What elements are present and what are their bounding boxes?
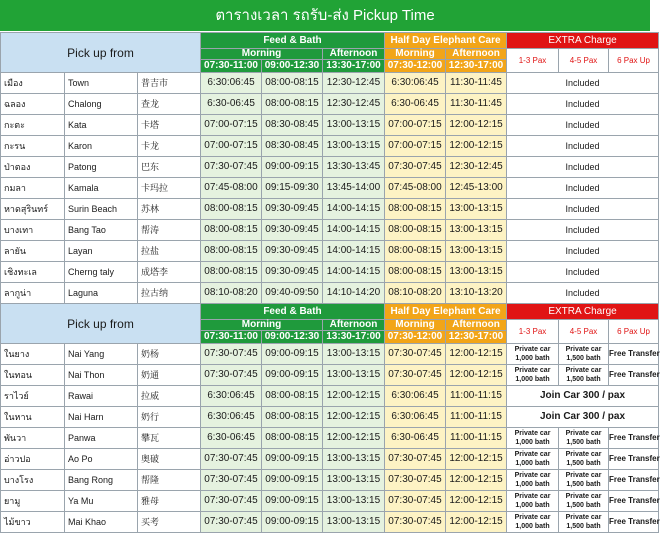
halfday-afternoon-time: 11:30-11:45 bbox=[446, 73, 507, 94]
location-thai: บางเทา bbox=[1, 220, 65, 241]
location-chinese: 帮隆 bbox=[138, 470, 201, 491]
afternoon-header: Afternoon bbox=[323, 49, 385, 60]
morning-header: Morning bbox=[201, 320, 323, 331]
location-english: Patong bbox=[65, 157, 138, 178]
feed-morning-1-time: 08:00-08:15 bbox=[201, 220, 262, 241]
halfday-afternoon-time: 11:00-11:15 bbox=[446, 386, 507, 407]
location-chinese: 普吉市 bbox=[138, 73, 201, 94]
location-chinese: 巴东 bbox=[138, 157, 201, 178]
free-transfer: Free Transfer bbox=[609, 470, 659, 491]
feed-morning-2-time: 08:00-08:15 bbox=[262, 73, 323, 94]
feed-afternoon-time: 14:00-14:15 bbox=[323, 241, 385, 262]
private-car-4-5-price: Private car 1,500 bath bbox=[559, 512, 609, 533]
halfday-afternoon-time: 13:10-13:20 bbox=[446, 283, 507, 304]
feed-morning-2-time: 08:30-08:45 bbox=[262, 136, 323, 157]
location-thai: พันวา bbox=[1, 428, 65, 449]
halfday-morning-time: 07:30-07:45 bbox=[385, 365, 446, 386]
halfday-afternoon-time: 13:00-13:15 bbox=[446, 199, 507, 220]
feed-morning-1-time: 07:30-07:45 bbox=[201, 157, 262, 178]
location-chinese: 查龙 bbox=[138, 94, 201, 115]
halfday-afternoon-time: 12:00-12:15 bbox=[446, 512, 507, 533]
table-row bbox=[1, 94, 659, 115]
halfday-afternoon-time: 11:30-11:45 bbox=[446, 94, 507, 115]
private-car-1-3-price: Private car 1,000 bath bbox=[507, 512, 559, 533]
feed-morning-2-time: 09:00-09:15 bbox=[262, 344, 323, 365]
halfday-morning-time: 07:30-07:45 bbox=[385, 491, 446, 512]
feed-morning-1-time: 07:00-07:15 bbox=[201, 115, 262, 136]
location-english: Karon bbox=[65, 136, 138, 157]
table-row bbox=[1, 283, 659, 304]
feed-afternoon-time: 13:00-13:15 bbox=[323, 512, 385, 533]
private-car-1-3-price: Private car 1,000 bath bbox=[507, 470, 559, 491]
halfday-afternoon-time: 12:00-12:15 bbox=[446, 449, 507, 470]
halfday-morning-time: 08:00-08:15 bbox=[385, 241, 446, 262]
halfday-morning-time: 07:30-07:45 bbox=[385, 470, 446, 491]
feed-afternoon-time: 13:00-13:15 bbox=[323, 115, 385, 136]
feed-morning-2-time: 09:15-09:30 bbox=[262, 178, 323, 199]
feed-morning-1-time: 07:30-07:45 bbox=[201, 365, 262, 386]
join-car-price: Join Car 300 / pax bbox=[507, 407, 659, 428]
halfday-morning-time: 08:10-08:20 bbox=[385, 283, 446, 304]
feed-afternoon-time: 13:00-13:15 bbox=[323, 449, 385, 470]
halfday-morning-time: 07:30-07:45 bbox=[385, 157, 446, 178]
halfday-morning-time: 07:30-07:45 bbox=[385, 449, 446, 470]
hd-morning-time: 07:30-12:00 bbox=[385, 60, 446, 73]
feed-morning-1-time: 6:30-06:45 bbox=[201, 428, 262, 449]
feed-morning-1-time: 08:00-08:15 bbox=[201, 199, 262, 220]
location-chinese: 奥破 bbox=[138, 449, 201, 470]
halfday-morning-time: 6:30:06:45 bbox=[385, 407, 446, 428]
halfday-morning-time: 07:30-07:45 bbox=[385, 344, 446, 365]
extra-charge-included: Included bbox=[507, 199, 659, 220]
location-thai: ในหาน bbox=[1, 407, 65, 428]
pickup-from-header: Pick up from bbox=[1, 304, 201, 344]
extra-charge-included: Included bbox=[507, 262, 659, 283]
pax-1-3-header: 1-3 Pax bbox=[507, 320, 559, 344]
halfday-afternoon-time: 11:00-11:15 bbox=[446, 428, 507, 449]
feed-afternoon-time: 14:00-14:15 bbox=[323, 220, 385, 241]
location-english: Layan bbox=[65, 241, 138, 262]
feed-bath-header: Feed & Bath bbox=[201, 33, 385, 49]
feed-morning-2-time: 09:00-09:15 bbox=[262, 449, 323, 470]
halfday-afternoon-time: 12:00-12:15 bbox=[446, 344, 507, 365]
table-row bbox=[1, 220, 659, 241]
feed-afternoon-time: 12:00-12:15 bbox=[323, 407, 385, 428]
feed-morning-2-time: 09:00-09:15 bbox=[262, 157, 323, 178]
halfday-afternoon-time: 11:00-11:15 bbox=[446, 407, 507, 428]
location-thai: ป่าตอง bbox=[1, 157, 65, 178]
halfday-afternoon-time: 12:30-12:45 bbox=[446, 157, 507, 178]
feed-morning-2-time: 08:00-08:15 bbox=[262, 428, 323, 449]
hd-afternoon-header: Afternoon bbox=[446, 49, 507, 60]
free-transfer: Free Transfer bbox=[609, 512, 659, 533]
morning-time-2: 09:00-12:30 bbox=[262, 60, 323, 73]
private-car-4-5-price: Private car 1,500 bath bbox=[559, 470, 609, 491]
feed-morning-2-time: 09:00-09:15 bbox=[262, 491, 323, 512]
feed-afternoon-time: 12:00-12:15 bbox=[323, 428, 385, 449]
location-chinese: 帮涛 bbox=[138, 220, 201, 241]
table-row bbox=[1, 178, 659, 199]
feed-morning-1-time: 07:30-07:45 bbox=[201, 449, 262, 470]
location-thai: ในทอน bbox=[1, 365, 65, 386]
private-car-1-3-price: Private car 1,000 bath bbox=[507, 491, 559, 512]
halfday-afternoon-time: 12:00-12:15 bbox=[446, 365, 507, 386]
location-thai: กะตะ bbox=[1, 115, 65, 136]
afternoon-time: 13:30-17:00 bbox=[323, 60, 385, 73]
morning-time-1: 07:30-11:00 bbox=[201, 60, 262, 73]
feed-morning-2-time: 08:00-08:15 bbox=[262, 386, 323, 407]
private-car-1-3-price: Private car 1,000 bath bbox=[507, 365, 559, 386]
table-row bbox=[1, 449, 659, 470]
halfday-morning-time: 07:00-07:15 bbox=[385, 136, 446, 157]
table-row bbox=[1, 428, 659, 449]
half-day-header: Half Day Elephant Care bbox=[385, 304, 507, 320]
location-chinese: 苏林 bbox=[138, 199, 201, 220]
location-chinese: 买考 bbox=[138, 512, 201, 533]
halfday-afternoon-time: 12:00-12:15 bbox=[446, 136, 507, 157]
feed-afternoon-time: 14:00-14:15 bbox=[323, 262, 385, 283]
feed-morning-1-time: 07:30-07:45 bbox=[201, 344, 262, 365]
location-english: Ya Mu bbox=[65, 491, 138, 512]
location-chinese: 卡玛拉 bbox=[138, 178, 201, 199]
halfday-afternoon-time: 13:00-13:15 bbox=[446, 220, 507, 241]
hd-afternoon-header: Afternoon bbox=[446, 320, 507, 331]
halfday-afternoon-time: 13:00-13:15 bbox=[446, 241, 507, 262]
halfday-morning-time: 07:45-08:00 bbox=[385, 178, 446, 199]
morning-header: Morning bbox=[201, 49, 323, 60]
halfday-morning-time: 08:00-08:15 bbox=[385, 220, 446, 241]
table-row bbox=[1, 199, 659, 220]
feed-morning-1-time: 08:00-08:15 bbox=[201, 241, 262, 262]
location-thai: ยามู bbox=[1, 491, 65, 512]
feed-morning-1-time: 08:10-08:20 bbox=[201, 283, 262, 304]
feed-morning-1-time: 07:45-08:00 bbox=[201, 178, 262, 199]
location-english: Nai Harn bbox=[65, 407, 138, 428]
table-row bbox=[1, 241, 659, 262]
location-chinese: 拉威 bbox=[138, 386, 201, 407]
feed-morning-1-time: 6:30:06:45 bbox=[201, 73, 262, 94]
feed-morning-1-time: 07:30-07:45 bbox=[201, 512, 262, 533]
location-english: Chalong bbox=[65, 94, 138, 115]
location-chinese: 雅母 bbox=[138, 491, 201, 512]
halfday-morning-time: 6:30:06:45 bbox=[385, 386, 446, 407]
halfday-morning-time: 08:00-08:15 bbox=[385, 262, 446, 283]
halfday-morning-time: 07:00-07:15 bbox=[385, 115, 446, 136]
location-chinese: 攀瓦 bbox=[138, 428, 201, 449]
feed-morning-2-time: 08:00-08:15 bbox=[262, 407, 323, 428]
feed-afternoon-time: 13:00-13:15 bbox=[323, 491, 385, 512]
feed-afternoon-time: 13:00-13:15 bbox=[323, 365, 385, 386]
feed-morning-2-time: 08:30-08:45 bbox=[262, 115, 323, 136]
halfday-afternoon-time: 12:00-12:15 bbox=[446, 470, 507, 491]
extra-charge-included: Included bbox=[507, 73, 659, 94]
pax-1-3-header: 1-3 Pax bbox=[507, 49, 559, 73]
free-transfer: Free Transfer bbox=[609, 344, 659, 365]
feed-afternoon-time: 12:00-12:15 bbox=[323, 386, 385, 407]
location-chinese: 奶通 bbox=[138, 365, 201, 386]
halfday-morning-time: 08:00-08:15 bbox=[385, 199, 446, 220]
location-chinese: 拉古纳 bbox=[138, 283, 201, 304]
extra-charge-included: Included bbox=[507, 115, 659, 136]
feed-afternoon-time: 12:30-12:45 bbox=[323, 73, 385, 94]
table-row bbox=[1, 136, 659, 157]
extra-charge-included: Included bbox=[507, 157, 659, 178]
private-car-4-5-price: Private car 1,500 bath bbox=[559, 344, 609, 365]
private-car-4-5-price: Private car 1,500 bath bbox=[559, 449, 609, 470]
afternoon-time: 13:30-17:00 bbox=[323, 331, 385, 344]
table-row bbox=[1, 157, 659, 178]
location-english: Rawai bbox=[65, 386, 138, 407]
feed-morning-2-time: 09:30-09:45 bbox=[262, 241, 323, 262]
location-english: Panwa bbox=[65, 428, 138, 449]
feed-morning-1-time: 6:30:06:45 bbox=[201, 386, 262, 407]
pickup-schedule-table bbox=[0, 32, 659, 533]
halfday-morning-time: 6:30-06:45 bbox=[385, 94, 446, 115]
halfday-afternoon-time: 13:00-13:15 bbox=[446, 262, 507, 283]
feed-morning-1-time: 6:30-06:45 bbox=[201, 94, 262, 115]
private-car-1-3-price: Private car 1,000 bath bbox=[507, 344, 559, 365]
extra-charge-included: Included bbox=[507, 136, 659, 157]
feed-afternoon-time: 13:45-14:00 bbox=[323, 178, 385, 199]
feed-morning-2-time: 08:00-08:15 bbox=[262, 94, 323, 115]
table-row bbox=[1, 115, 659, 136]
halfday-afternoon-time: 12:00-12:15 bbox=[446, 491, 507, 512]
page-title: ตารางเวลา รถรับ-ส่ง Pickup Time bbox=[0, 0, 650, 31]
table-row bbox=[1, 386, 659, 407]
pax-6-up-header: 6 Pax Up bbox=[609, 49, 659, 73]
location-thai: ฉลอง bbox=[1, 94, 65, 115]
location-thai: อ่าวปอ bbox=[1, 449, 65, 470]
table-row bbox=[1, 262, 659, 283]
feed-morning-2-time: 09:30-09:45 bbox=[262, 199, 323, 220]
location-thai: เชิงทะเล bbox=[1, 262, 65, 283]
table-row bbox=[1, 470, 659, 491]
location-thai: ลายัน bbox=[1, 241, 65, 262]
extra-charge-included: Included bbox=[507, 220, 659, 241]
extra-charge-included: Included bbox=[507, 283, 659, 304]
table-row bbox=[1, 512, 659, 533]
hd-afternoon-time: 12:30-17:00 bbox=[446, 60, 507, 73]
feed-afternoon-time: 13:30-13:45 bbox=[323, 157, 385, 178]
location-thai: บางโรง bbox=[1, 470, 65, 491]
private-car-1-3-price: Private car 1,000 bath bbox=[507, 449, 559, 470]
feed-afternoon-time: 13:00-13:15 bbox=[323, 136, 385, 157]
extra-charge-included: Included bbox=[507, 94, 659, 115]
private-car-1-3-price: Private car 1,000 bath bbox=[507, 428, 559, 449]
location-thai: กมลา bbox=[1, 178, 65, 199]
feed-afternoon-time: 14:10-14:20 bbox=[323, 283, 385, 304]
hd-morning-time: 07:30-12:00 bbox=[385, 331, 446, 344]
extra-charge-header: EXTRA Charge bbox=[507, 304, 659, 320]
location-english: Nai Thon bbox=[65, 365, 138, 386]
feed-morning-1-time: 07:30-07:45 bbox=[201, 491, 262, 512]
feed-afternoon-time: 13:00-13:15 bbox=[323, 470, 385, 491]
private-car-4-5-price: Private car 1,500 bath bbox=[559, 428, 609, 449]
location-chinese: 成塔李 bbox=[138, 262, 201, 283]
pax-4-5-header: 4-5 Pax bbox=[559, 320, 609, 344]
halfday-morning-time: 6:30:06:45 bbox=[385, 73, 446, 94]
private-car-4-5-price: Private car 1,500 bath bbox=[559, 491, 609, 512]
location-english: Laguna bbox=[65, 283, 138, 304]
location-english: Cherng taly bbox=[65, 262, 138, 283]
feed-afternoon-time: 12:30-12:45 bbox=[323, 94, 385, 115]
halfday-morning-time: 6:30-06:45 bbox=[385, 428, 446, 449]
feed-bath-header: Feed & Bath bbox=[201, 304, 385, 320]
hd-morning-header: Morning bbox=[385, 49, 446, 60]
location-thai: กะรน bbox=[1, 136, 65, 157]
table-row bbox=[1, 73, 659, 94]
location-thai: ราไวย์ bbox=[1, 386, 65, 407]
half-day-header: Half Day Elephant Care bbox=[385, 33, 507, 49]
morning-time-1: 07:30-11:00 bbox=[201, 331, 262, 344]
feed-morning-2-time: 09:30-09:45 bbox=[262, 262, 323, 283]
location-thai: ในยาง bbox=[1, 344, 65, 365]
location-english: Kata bbox=[65, 115, 138, 136]
halfday-afternoon-time: 12:45-13:00 bbox=[446, 178, 507, 199]
location-english: Surin Beach bbox=[65, 199, 138, 220]
feed-morning-2-time: 09:00-09:15 bbox=[262, 512, 323, 533]
feed-morning-2-time: 09:00-09:15 bbox=[262, 470, 323, 491]
free-transfer: Free Transfer bbox=[609, 428, 659, 449]
extra-charge-included: Included bbox=[507, 241, 659, 262]
location-chinese: 卡龙 bbox=[138, 136, 201, 157]
feed-morning-1-time: 6:30:06:45 bbox=[201, 407, 262, 428]
location-chinese: 奶杨 bbox=[138, 344, 201, 365]
location-english: Ao Po bbox=[65, 449, 138, 470]
location-english: Kamala bbox=[65, 178, 138, 199]
feed-morning-1-time: 07:00-07:15 bbox=[201, 136, 262, 157]
morning-time-2: 09:00-12:30 bbox=[262, 331, 323, 344]
location-chinese: 卡塔 bbox=[138, 115, 201, 136]
free-transfer: Free Transfer bbox=[609, 365, 659, 386]
free-transfer: Free Transfer bbox=[609, 491, 659, 512]
feed-afternoon-time: 14:00-14:15 bbox=[323, 199, 385, 220]
location-english: Town bbox=[65, 73, 138, 94]
pax-6-up-header: 6 Pax Up bbox=[609, 320, 659, 344]
location-chinese: 奶行 bbox=[138, 407, 201, 428]
feed-morning-1-time: 08:00-08:15 bbox=[201, 262, 262, 283]
table-row bbox=[1, 365, 659, 386]
table-row bbox=[1, 491, 659, 512]
halfday-morning-time: 07:30-07:45 bbox=[385, 512, 446, 533]
pax-4-5-header: 4-5 Pax bbox=[559, 49, 609, 73]
feed-morning-1-time: 07:30-07:45 bbox=[201, 470, 262, 491]
location-thai: หาดสุรินทร์ bbox=[1, 199, 65, 220]
location-chinese: 拉盐 bbox=[138, 241, 201, 262]
feed-morning-2-time: 09:30-09:45 bbox=[262, 220, 323, 241]
hd-morning-header: Morning bbox=[385, 320, 446, 331]
location-thai: ลากูน่า bbox=[1, 283, 65, 304]
location-thai: เมือง bbox=[1, 73, 65, 94]
afternoon-header: Afternoon bbox=[323, 320, 385, 331]
free-transfer: Free Transfer bbox=[609, 449, 659, 470]
location-english: Bang Rong bbox=[65, 470, 138, 491]
pickup-from-header: Pick up from bbox=[1, 33, 201, 73]
extra-charge-included: Included bbox=[507, 178, 659, 199]
feed-morning-2-time: 09:00-09:15 bbox=[262, 365, 323, 386]
hd-afternoon-time: 12:30-17:00 bbox=[446, 331, 507, 344]
location-english: Nai Yang bbox=[65, 344, 138, 365]
feed-afternoon-time: 13:00-13:15 bbox=[323, 344, 385, 365]
halfday-afternoon-time: 12:00-12:15 bbox=[446, 115, 507, 136]
location-thai: ไม้ขาว bbox=[1, 512, 65, 533]
location-english: Bang Tao bbox=[65, 220, 138, 241]
table-row bbox=[1, 344, 659, 365]
private-car-4-5-price: Private car 1,500 bath bbox=[559, 365, 609, 386]
extra-charge-header: EXTRA Charge bbox=[507, 33, 659, 49]
table-row bbox=[1, 407, 659, 428]
join-car-price: Join Car 300 / pax bbox=[507, 386, 659, 407]
location-english: Mai Khao bbox=[65, 512, 138, 533]
feed-morning-2-time: 09:40-09:50 bbox=[262, 283, 323, 304]
